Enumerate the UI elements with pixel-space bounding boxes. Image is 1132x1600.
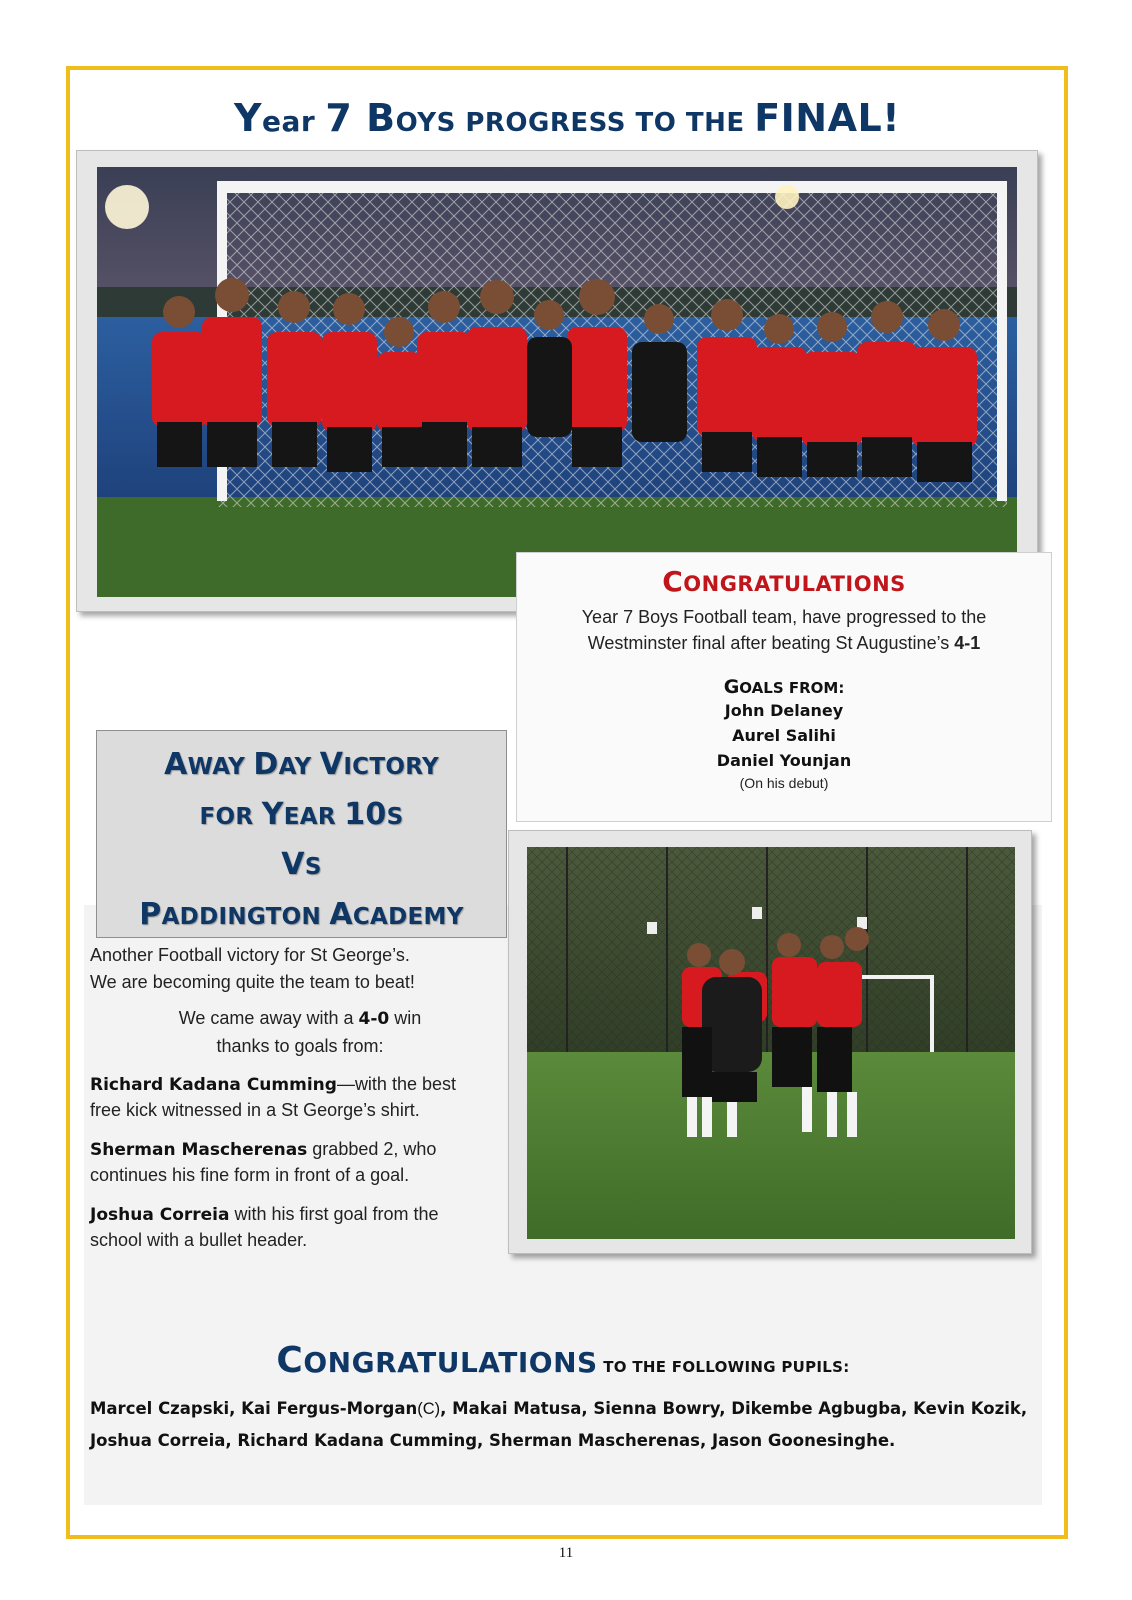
scorer-name: Daniel Younjan (716, 751, 852, 770)
scorer-name: Joshua Correia (90, 1205, 230, 1225)
away-heading-line: AWAY DAY VICTORY (164, 747, 439, 782)
goal-paragraph: Richard Kadana Cumming—with the best free kick witnessed in a St George’s shirt. (90, 1074, 456, 1120)
goal-paragraph: Joshua Correia with his first goal from the school with a bullet header. (90, 1204, 439, 1250)
article-intro: Another Football victory for St George’s. We are becoming quite the team to beat! (90, 945, 415, 992)
scorer-name: Aurel Salihi (732, 726, 836, 745)
team-photo-frame (76, 150, 1038, 612)
debut-note: (On his debut) (739, 775, 829, 791)
congratulations-box (516, 552, 1052, 822)
goal-paragraph: Sherman Mascherenas grabbed 2, who continues his fine form in front of a goal. (90, 1139, 437, 1185)
final-score: 4-1 (954, 633, 981, 653)
scorer-name: Richard Kadana Cumming (90, 1075, 337, 1095)
huddle-photo-icon (527, 847, 1015, 1239)
goals-heading: GOALS FROM: (723, 676, 845, 698)
team-photo-icon (97, 167, 1017, 597)
pupils-heading: CONGRATULATIONS TO THE FOLLOWING PUPILS: (276, 1340, 850, 1381)
away-heading-line: FOR YEAR 10S (199, 797, 404, 832)
congratulations-heading: CONGRATULATIONS (662, 565, 906, 598)
away-heading-line: PADDINGTON ACADEMY (139, 897, 464, 932)
scorer-name: John Delaney (724, 701, 844, 720)
huddle-photo (527, 847, 1015, 1239)
scorer-name: Sherman Mascherenas (90, 1140, 308, 1160)
huddle-photo-frame (508, 830, 1032, 1254)
away-heading-line: VS (281, 847, 322, 882)
congratulations-text: Year 7 Boys Football team, have progressed to the Westminster final after beating St Augustine’s 4-1 (581, 607, 987, 653)
win-score: 4-0 (358, 1009, 390, 1029)
team-photo (97, 167, 1017, 597)
page-number: 11 (558, 1545, 574, 1561)
away-day-heading-box (96, 730, 507, 938)
pupils-list: Marcel Czapski, Kai Fergus-Morgan(C), Makai Matusa, Sienna Bowry, Dikembe Agbugba, Kevin Kozik, Joshua Correia, Richard Kadana Cumming, Sherman Mascherenas, Jason Goonesinghe. (90, 1399, 1028, 1450)
page-title: Year 7 BOYS PROGRESS TO THE FINAL! (233, 96, 901, 140)
article-win: We came away with a 4-0 win thanks to goals from: (178, 1008, 422, 1056)
